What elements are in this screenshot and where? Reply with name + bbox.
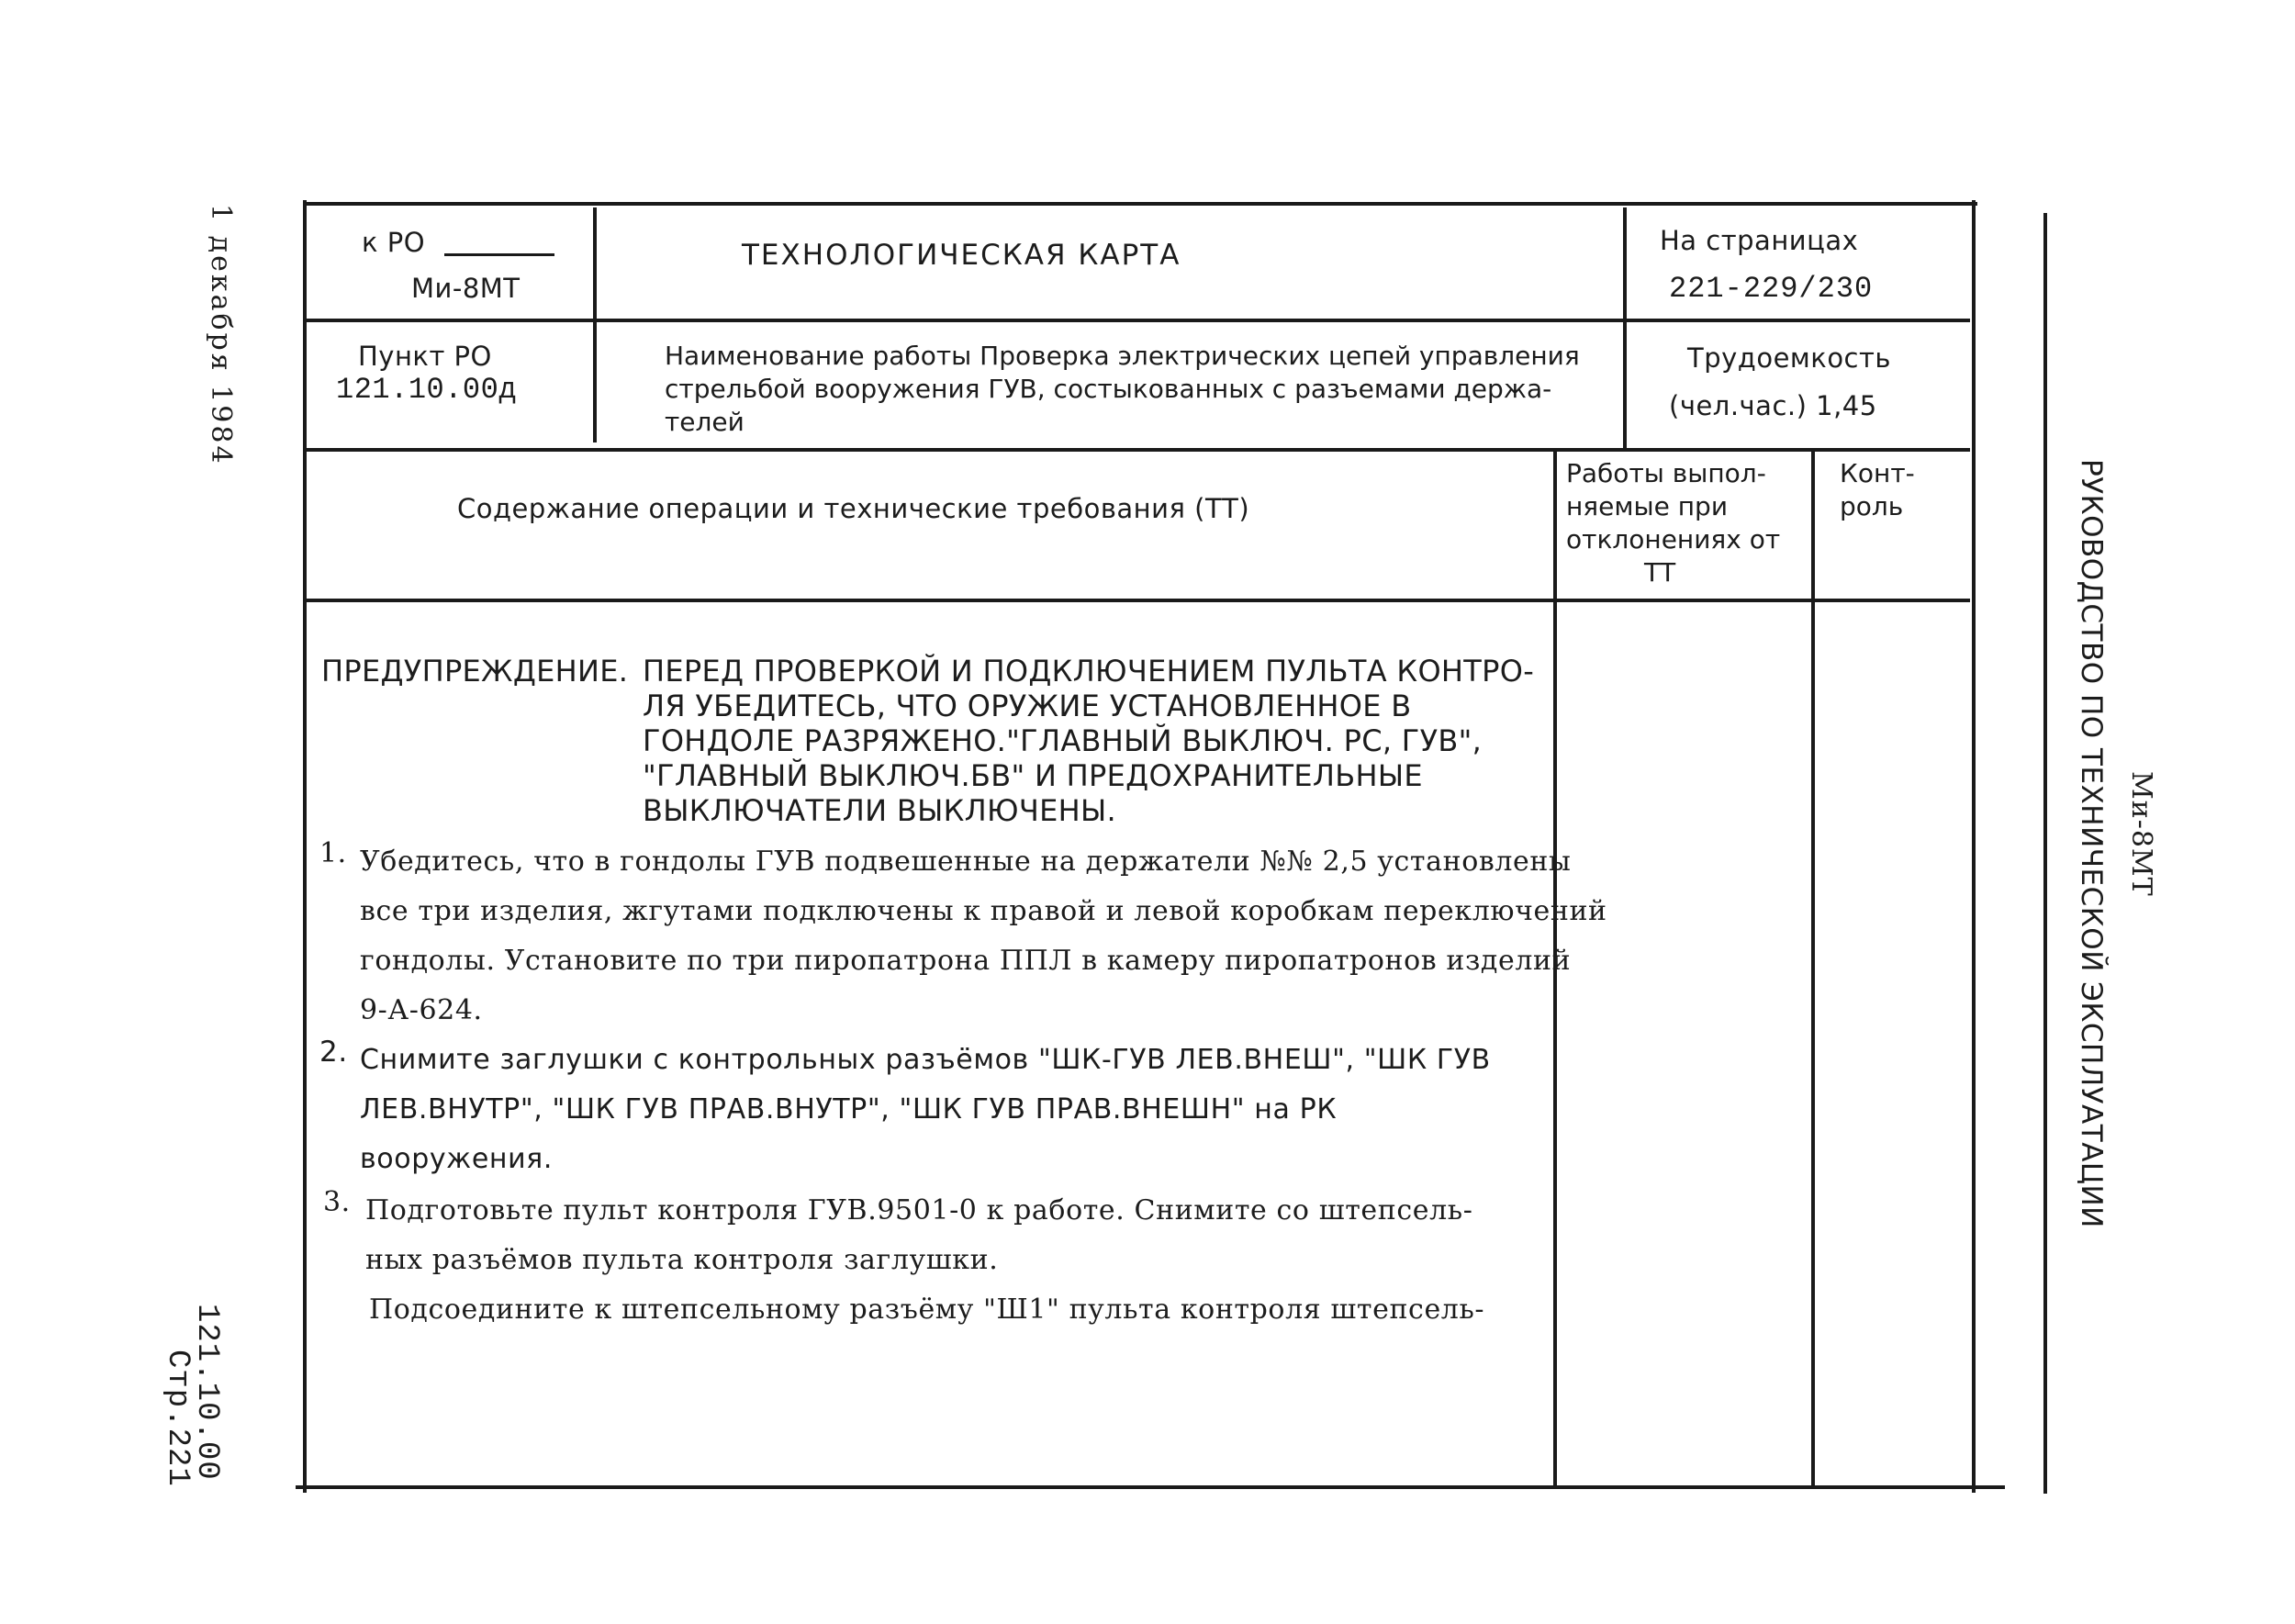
- step-number: 1.: [319, 837, 347, 869]
- warning-line: ПЕРЕД ПРОВЕРКОЙ И ПОДКЛЮЧЕНИЕМ ПУЛЬТА КОНТРО-: [643, 654, 1535, 689]
- ref-label: к РО: [362, 227, 426, 258]
- work-name-line: Наименование работы Проверка электрических цепей управления: [665, 341, 1580, 371]
- page-reference: Стр.221: [160, 1350, 195, 1487]
- table-bottom-border: [296, 1485, 2005, 1489]
- ref-aircraft: Ми-8МТ: [411, 273, 521, 304]
- labor-value: (чел.час.) 1,45: [1669, 390, 1877, 421]
- step-number: 2.: [319, 1036, 348, 1069]
- warning-line: "ГЛАВНЫЙ ВЫКЛЮЧ.БВ" И ПРЕДОХРАНИТЕЛЬНЫЕ: [643, 758, 1423, 793]
- step-line: Снимите заглушки с контрольных разъёмов "ШК-ГУВ ЛЕВ.ВНЕШ", "ШК ГУВ: [360, 1044, 1491, 1076]
- pages-label: На страницах: [1660, 225, 1859, 256]
- warning-text: [643, 654, 1534, 828]
- header-col-divider-left: [593, 207, 597, 442]
- step-line: все три изделия, жгутами подключены к правой и левой коробкам переключений: [360, 895, 1607, 927]
- document-date: 1 декабря 1984: [205, 204, 237, 466]
- step-line: Убедитесь, что в гондолы ГУВ подвешенные на держатели №№ 2,5 установлены: [360, 846, 1572, 878]
- deviation-header-line: отклонениях от: [1566, 524, 1781, 554]
- table-top-border: [307, 202, 1977, 206]
- work-name: [665, 340, 1601, 439]
- step-line: ных разъёмов пульта контроля заглушки.: [365, 1244, 999, 1276]
- work-name-line: телей: [665, 407, 744, 437]
- header-divider-2: [307, 448, 1970, 452]
- item-label: Пункт РО: [358, 341, 492, 372]
- manual-title: РУКОВОДСТВО ПО ТЕХНИЧЕСКОЙ ЭКСПЛУАТАЦИИ: [2075, 459, 2108, 1228]
- control-header-line: роль: [1840, 491, 1904, 521]
- content-column-header: Содержание операции и технические требования (ТТ): [457, 493, 1250, 524]
- work-name-line: стрельбой вооружения ГУВ, состыкованных с разъемами держа-: [665, 374, 1552, 404]
- deviation-header-line: Работы выпол-: [1566, 458, 1766, 488]
- warning-line: ЛЯ УБЕДИТЕСЬ, ЧТО ОРУЖИЕ УСТАНОВЛЕННОЕ В: [643, 689, 1412, 723]
- document-number: 121.10.00: [189, 1304, 224, 1481]
- deviation-header-line: няемые при: [1566, 491, 1729, 521]
- control-header-line: Конт-: [1840, 458, 1915, 488]
- ref-blank-line: [444, 253, 554, 256]
- right-margin-rule: [2043, 213, 2047, 1494]
- table-right-border: [1972, 200, 1976, 1493]
- item-value: 121.10.00д: [336, 373, 518, 407]
- table-left-border: [303, 200, 307, 1493]
- step-line: гондолы. Установите по три пиропатрона ППЛ в камеру пиропатронов изделий: [360, 945, 1572, 977]
- step-number: 3.: [323, 1186, 351, 1218]
- column-header-divider: [307, 599, 1970, 602]
- step-2-text: [360, 1036, 1491, 1184]
- warning-line: ВЫКЛЮЧАТЕЛИ ВЫКЛЮЧЕНЫ.: [643, 793, 1117, 828]
- header-col-divider-right: [1623, 207, 1627, 450]
- step-line: Подсоедините к штепсельному разъёму "Ш1" пульта контроля штепсель-: [369, 1294, 1485, 1326]
- control-column-header: [1840, 457, 1915, 523]
- margin-aircraft-model: Ми-8МТ: [2125, 771, 2157, 897]
- step-line: вооружения.: [360, 1143, 553, 1175]
- card-title: ТЕХНОЛОГИЧЕСКАЯ КАРТА: [742, 239, 1181, 272]
- header-divider-1: [307, 319, 1970, 322]
- step-line: 9-А-624.: [360, 994, 483, 1026]
- pages-value: 221-229/230: [1669, 272, 1874, 306]
- warning-line: ГОНДОЛЕ РАЗРЯЖЕНО."ГЛАВНЫЙ ВЫКЛЮЧ. РС, ГУВ",: [643, 723, 1483, 758]
- deviation-header-line: ТТ: [1644, 557, 1676, 588]
- control-column-divider: [1811, 452, 1815, 1485]
- warning-label: ПРЕДУПРЕЖДЕНИЕ.: [321, 654, 629, 689]
- step-1-text: [360, 837, 1607, 1036]
- step-3-text: [365, 1186, 1484, 1335]
- deviation-column-header: [1566, 457, 1780, 589]
- step-line: Подготовьте пульт контроля ГУВ.9501-0 к работе. Снимите со штепсель-: [365, 1194, 1473, 1226]
- step-line: ЛЕВ.ВНУТР", "ШК ГУВ ПРАВ.ВНУТР", "ШК ГУВ ПРАВ.ВНЕШН" на РК: [360, 1093, 1338, 1126]
- labor-label: Трудоемкость: [1687, 342, 1891, 374]
